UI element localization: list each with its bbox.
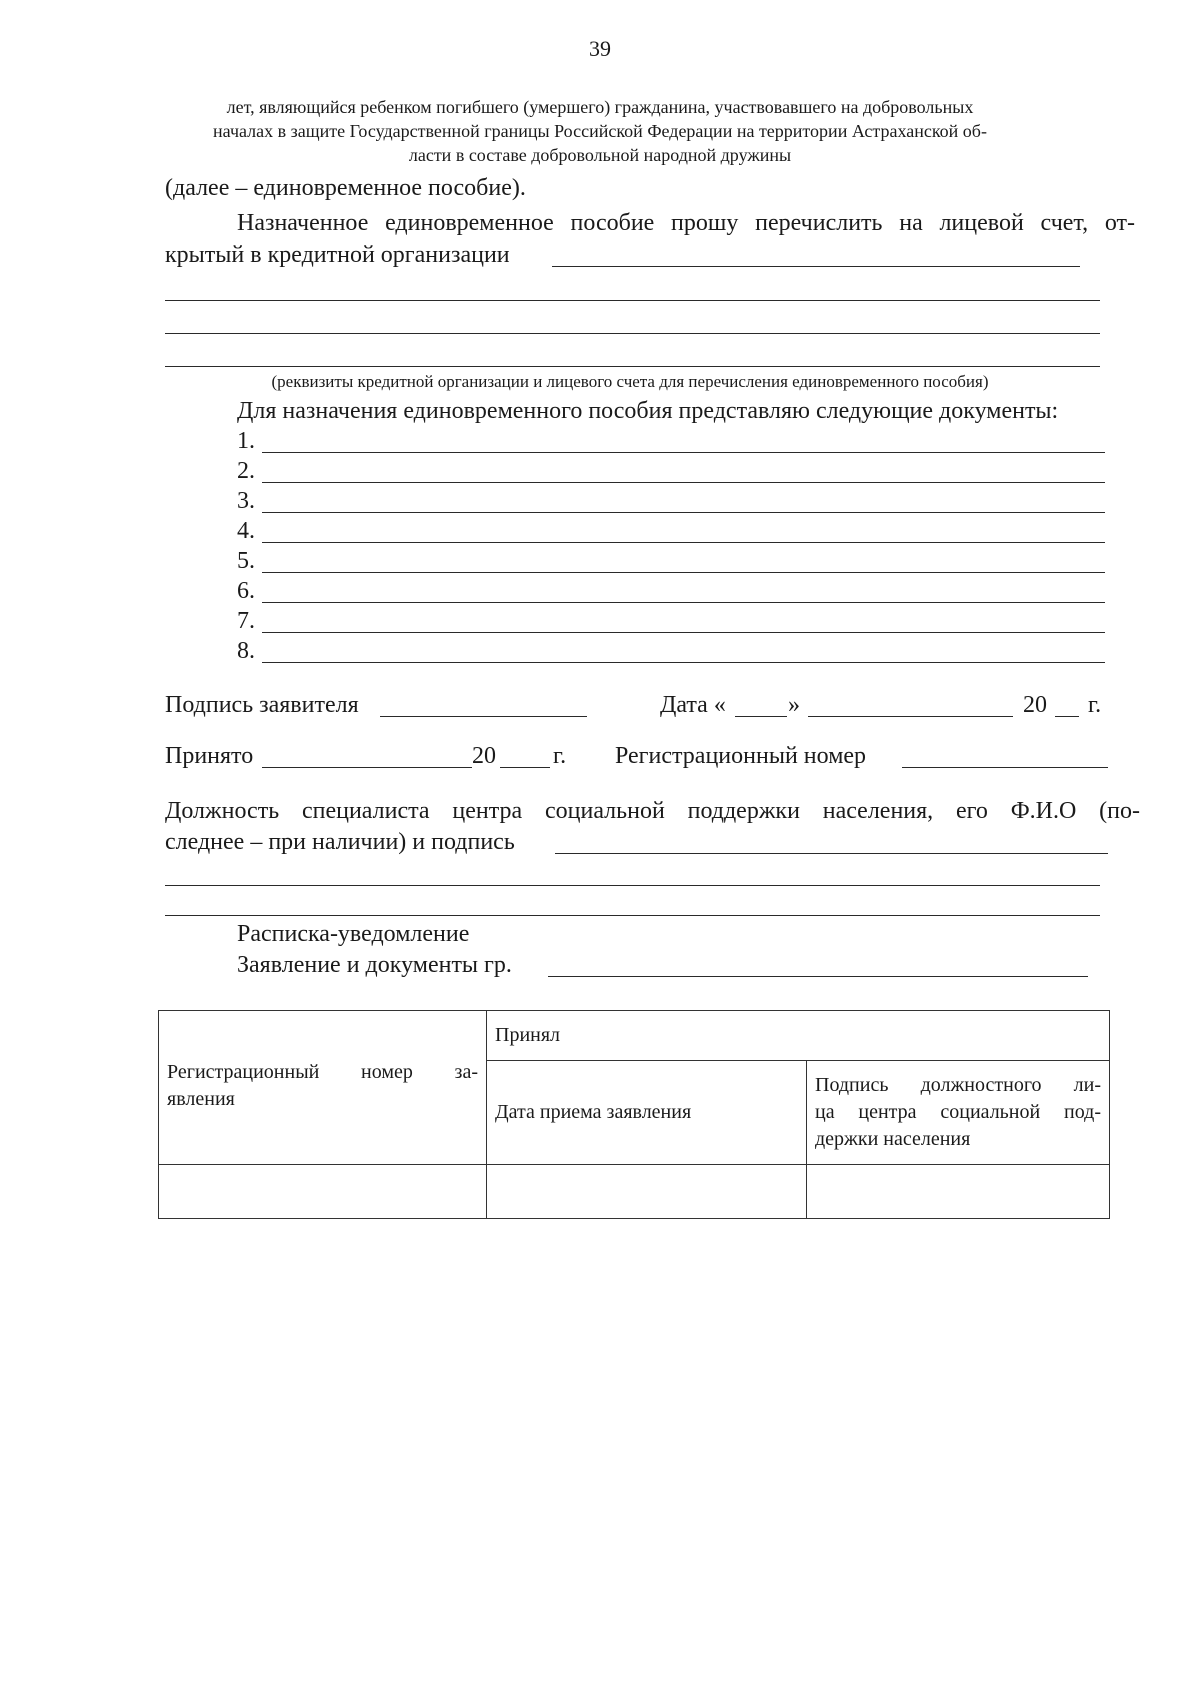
accepted-year-suffix: г.: [553, 743, 567, 769]
signature-cell[interactable]: [807, 1165, 1110, 1219]
specialist-line-1: Должность специалиста центра социальной поддержки населения, его Ф.И.О (по-: [165, 798, 1140, 824]
document-item-field[interactable]: [262, 572, 1105, 573]
reg-number-header-line-1: Регистрационный номер за-: [167, 1060, 478, 1083]
document-item-field[interactable]: [262, 632, 1105, 633]
document-item-number: 8.: [237, 638, 255, 664]
specialist-line-2: следнее – при наличии) и подпись: [165, 829, 515, 855]
requisites-caption: (реквизиты кредитной организации и лицевого счета для перечисления единовременного пособия): [271, 372, 989, 391]
receipt-title: Расписка-уведомление: [237, 921, 470, 947]
document-item-number: 4.: [237, 518, 255, 544]
document-item-number: 7.: [237, 608, 255, 634]
bank-field-line-4[interactable]: [165, 366, 1100, 367]
date-cell[interactable]: [487, 1165, 807, 1219]
document-item-field[interactable]: [262, 662, 1105, 663]
registration-number-label: Регистрационный номер: [615, 743, 867, 769]
transfer-line-1: Назначенное единовременное пособие прошу перечислить на лицевой счет, от-: [237, 210, 1135, 236]
date-year-prefix: 20: [1023, 692, 1047, 718]
document-item-field[interactable]: [262, 542, 1105, 543]
registration-number-field[interactable]: [902, 767, 1108, 768]
document-item-number: 3.: [237, 488, 255, 514]
intro-line-3: ласти в составе добровольной народной дружины: [408, 145, 792, 165]
intro-line-2: началах в защите Государственной границы Российской Федерации на территории Астраханской об-: [213, 121, 987, 141]
accepted-label: Принято: [165, 743, 254, 769]
receipt-name-field[interactable]: [548, 976, 1088, 977]
document-item-field[interactable]: [262, 452, 1105, 453]
accepted-date-field[interactable]: [262, 767, 472, 768]
specialist-field-line-3[interactable]: [165, 915, 1100, 916]
date-quote-close: »: [788, 692, 800, 718]
benefit-note: (далее – единовременное пособие).: [165, 175, 526, 201]
registration-table: [158, 1010, 1110, 1219]
intro-line-1: лет, являющийся ребенком погибшего (умершего) гражданина, участвовавшего на добровольных: [226, 97, 974, 117]
signature-header: [807, 1061, 1110, 1165]
bank-field[interactable]: [552, 266, 1080, 267]
page-number: 39: [589, 36, 611, 61]
documents-intro: Для назначения единовременного пособия представляю следующие документы:: [237, 398, 1059, 424]
reg-number-header-line-2: явления: [167, 1087, 235, 1110]
signature-field[interactable]: [380, 716, 587, 717]
transfer-line-2: крытый в кредитной организации: [165, 242, 510, 268]
document-item-number: 6.: [237, 578, 255, 604]
date-day-field[interactable]: [735, 716, 787, 717]
date-header: Дата приема заявления: [487, 1061, 807, 1165]
date-year-field[interactable]: [1055, 716, 1079, 717]
reg-number-header: [159, 1011, 487, 1165]
specialist-field-line-2[interactable]: [165, 885, 1100, 886]
reg-number-cell[interactable]: [159, 1165, 487, 1219]
signature-header-line-1: Подпись должностного ли-: [815, 1074, 1101, 1096]
signature-header-line-2: ца центра социальной под-: [815, 1101, 1101, 1123]
document-item-number: 2.: [237, 458, 255, 484]
date-label: Дата «: [660, 692, 726, 718]
accepted-year-field[interactable]: [500, 767, 550, 768]
accepted-header: Принял: [487, 1011, 1110, 1061]
specialist-field[interactable]: [555, 853, 1108, 854]
signature-header-line-3: держки населения: [815, 1128, 971, 1150]
document-item-field[interactable]: [262, 482, 1105, 483]
accepted-year-prefix: 20: [472, 743, 496, 769]
date-year-suffix: г.: [1088, 692, 1102, 718]
receipt-docs-label: Заявление и документы гр.: [237, 952, 512, 978]
document-item-field[interactable]: [262, 602, 1105, 603]
document-item-number: 5.: [237, 548, 255, 574]
signature-label: Подпись заявителя: [165, 692, 359, 718]
date-month-field[interactable]: [808, 716, 1013, 717]
bank-field-line-2[interactable]: [165, 300, 1100, 301]
document-item-number: 1.: [237, 428, 255, 454]
document-item-field[interactable]: [262, 512, 1105, 513]
bank-field-line-3[interactable]: [165, 333, 1100, 334]
